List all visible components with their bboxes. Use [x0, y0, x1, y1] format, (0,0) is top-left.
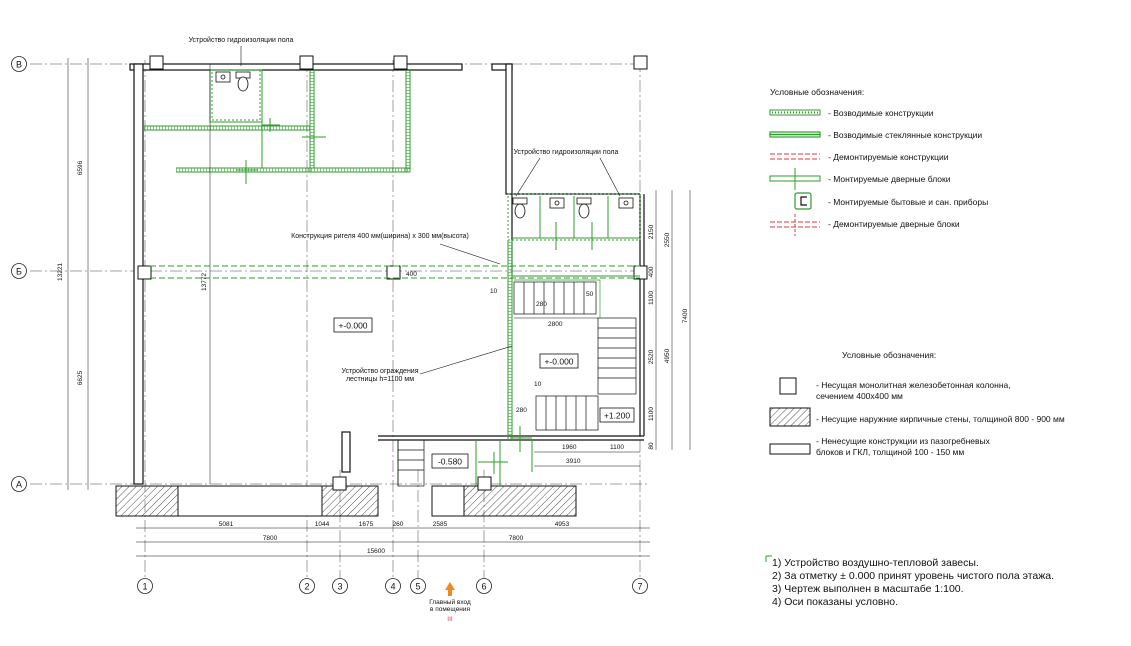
axis-marker-a [12, 477, 27, 492]
toilet-icon [577, 198, 591, 218]
axis-marker-3 [333, 579, 348, 594]
note-1: 1) Устройство воздушно-тепловой завесы. [772, 557, 979, 569]
red-dashed-wall-icon [770, 154, 820, 159]
sink-icon [216, 72, 230, 82]
green-hatched-wall-icon [770, 110, 820, 115]
dim-bottom-7800b: 7800 [508, 535, 524, 542]
dim-col-400: 400 [406, 271, 417, 278]
girder-label: Конструкция ригеля 400 мм(ширина) х 300 мм(высота) [291, 233, 469, 240]
svg-text:В: В [15, 59, 23, 70]
sink-icon [550, 198, 564, 208]
sanitary-fixtures [216, 72, 633, 218]
axis-marker-7 [633, 579, 648, 594]
note-3: 3) Чертеж выполнен в масштабе 1:100. [772, 583, 964, 595]
main-entrance-label-line1: Главный вход [429, 599, 471, 606]
green-glass-wall-icon [770, 132, 820, 137]
dim-stair-3910: 3910 [566, 458, 581, 465]
dim-inner-13772: 13772 [201, 272, 208, 292]
waterproofing-label-right: Устройство гидроизоляции пола [513, 149, 619, 156]
column-symbol-icon [780, 378, 796, 394]
legend1-item-6: - Демонтируемые дверные блоки [828, 219, 960, 229]
level-stair [540, 354, 578, 368]
dim-right-1100a: 1100 [648, 291, 655, 305]
svg-text:2: 2 [304, 581, 310, 592]
dim-left-6596: 6596 [77, 160, 84, 176]
red-door-icon [770, 214, 820, 236]
axis-marker-6 [477, 579, 492, 594]
dim-stair-280b: 280 [516, 407, 527, 414]
stair-fence-label-line2: лестницы h=1100 мм [345, 376, 415, 383]
main-entrance-arrow-icon [445, 582, 455, 596]
new-walls-dots [144, 72, 510, 436]
dim-bottom-2585: 2585 [432, 521, 448, 528]
dim-right-2520: 2520 [648, 349, 655, 365]
svg-text:1: 1 [142, 581, 148, 592]
axis-marker-5 [411, 579, 426, 594]
column-axis-markers [138, 579, 648, 594]
legend1-item-5: - Монтируемые бытовые и сан. приборы [828, 197, 989, 207]
dim-bottom-4953: 4953 [554, 521, 570, 528]
axis-marker-4 [386, 579, 401, 594]
svg-text:+-0.000: +-0.000 [338, 320, 368, 331]
svg-text:А: А [15, 479, 23, 490]
svg-text:+1.200: +1.200 [603, 410, 631, 421]
legend2-item-2: - Несущие наружние кирпичные стены, толщиной 800 - 900 мм [816, 414, 1065, 424]
legend2-item-1-line1: - Несущая монолитная железобетонная колонна, [816, 380, 1011, 390]
dim-bottom-15600: 15600 [366, 548, 386, 555]
axis-marker-1 [138, 579, 153, 594]
svg-text:6: 6 [481, 581, 487, 592]
green-fixture-icon [795, 193, 811, 209]
row-axis-markers [12, 57, 27, 492]
legend1-item-4: - Монтируемые дверные блоки [828, 174, 951, 184]
dim-right-4950: 4950 [664, 348, 671, 364]
legend1-title: Условные обозначения: [770, 87, 865, 97]
svg-text:4: 4 [390, 581, 396, 592]
dim-right-7400: 7400 [682, 308, 689, 324]
main-entrance-label-line2: в помещения [429, 606, 471, 613]
dim-bottom-5081: 5081 [218, 521, 234, 528]
svg-text:-0.580: -0.580 [437, 456, 463, 467]
level-upper [600, 408, 634, 422]
legend2-title: Условные обозначения: [842, 350, 937, 360]
stair-bottom-dims [534, 452, 640, 466]
dim-stair-1960: 1960 [562, 444, 577, 451]
legend2-item-3-line2: блоков и ГКЛ, толщиной 100 - 150 мм [816, 447, 965, 457]
note-4: 4) Оси показаны условно. [772, 596, 899, 608]
toilet-icon [513, 198, 527, 218]
waterproofing-label-top: Устройство гидроизоляции пола [188, 37, 294, 44]
dim-bottom-260: 260 [392, 521, 404, 528]
legend2-symbols [770, 378, 810, 454]
svg-text:7: 7 [637, 581, 643, 592]
svg-text:5: 5 [415, 581, 421, 592]
dim-right-2550: 2550 [664, 232, 671, 248]
brick-wall-symbol-icon [770, 408, 810, 426]
toilet-icon [236, 72, 250, 91]
green-door-icon [770, 168, 820, 190]
level-main [334, 318, 372, 332]
sink-icon [619, 198, 633, 208]
dim-stair-1100: 1100 [610, 444, 624, 451]
legend1-item-1: - Возводимые конструкции [828, 108, 934, 118]
axis-marker-2 [300, 579, 315, 594]
dim-bottom-1044: 1044 [314, 521, 330, 528]
dim-right-400: 400 [648, 266, 655, 278]
partition-symbol-icon [770, 444, 810, 454]
dim-right-2150: 2150 [648, 224, 655, 240]
axis-marker-v [12, 57, 27, 72]
dim-stair-10b: 10 [534, 381, 542, 388]
dim-stair-width: 2800 [548, 321, 563, 328]
dim-bottom-1675: 1675 [358, 521, 374, 528]
dim-stair-10a: 10 [490, 288, 498, 295]
legend2-item-3-line1: - Ненесущие конструкции из пазогребневых [816, 436, 990, 446]
level-lower [432, 454, 468, 468]
dim-right-1100b: 1100 [648, 407, 655, 421]
stair-fence-label-line1: Устройство ограждения [341, 368, 419, 375]
axis-marker-b [12, 264, 27, 279]
legend1-item-3: - Демонтируемые конструкции [828, 152, 949, 162]
entrance-mark: III [447, 616, 453, 623]
dim-left-6625: 6625 [77, 370, 84, 386]
dim-bottom-7800a: 7800 [262, 535, 278, 542]
dim-right-80: 80 [648, 442, 655, 450]
columns [138, 56, 647, 490]
svg-text:3: 3 [337, 581, 343, 592]
dim-stair-280a: 280 [536, 301, 547, 308]
note-2: 2) За отметку ± 0.000 принят уровень чистого пола этажа. [772, 570, 1055, 582]
dim-stair-50: 50 [586, 291, 594, 298]
legend1-item-2: - Возводимые стеклянные конструкции [828, 130, 983, 140]
legend1-symbols [770, 110, 820, 236]
svg-text:Б: Б [16, 266, 22, 277]
legend2-item-1-line2: сечением 400х400 мм [816, 391, 903, 401]
svg-text:+-0.000: +-0.000 [544, 356, 574, 367]
dim-left-13221: 13221 [57, 262, 64, 282]
